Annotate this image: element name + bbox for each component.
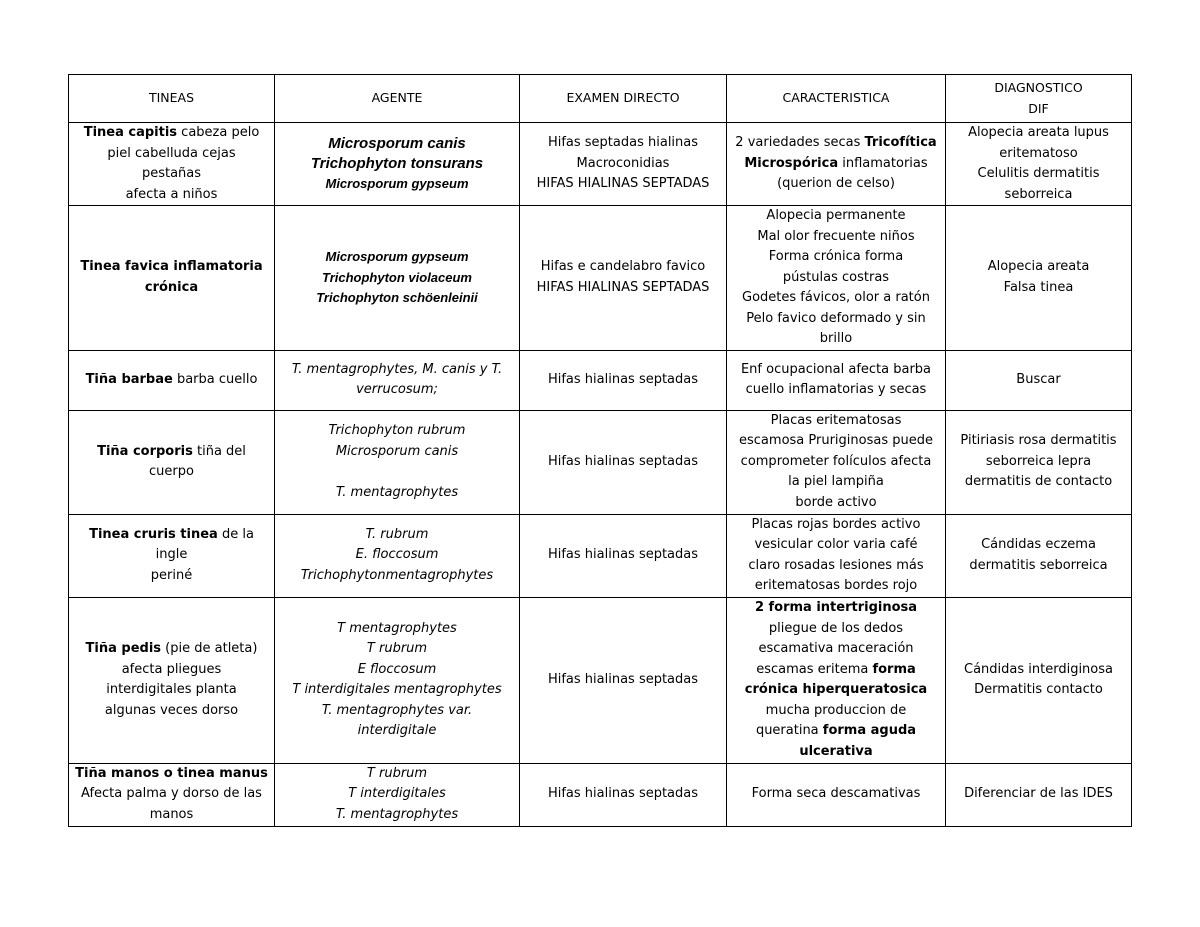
header-diagnostico-line2: DIF <box>1028 100 1049 116</box>
cell-examen: Hifas hialinas septadas <box>520 410 727 514</box>
header-tineas: TINEAS <box>69 75 275 123</box>
cell-caracteristica: Alopecia permanente Mal olor frecuente niños Forma crónica forma pústulas costras Godetes fávicos, olor a ratón Pelo favico deformado y sin brillo <box>727 206 946 351</box>
table-row <box>69 410 1132 514</box>
cell-agente: Trichophyton rubrum Microsporum canis T. mentagrophytes <box>275 410 520 514</box>
cell-diagnostico: Buscar <box>946 350 1132 410</box>
cell-tinea: Tinea favica inflamatoria crónica <box>69 206 275 351</box>
table-row <box>69 123 1132 206</box>
header-diagnostico-dif <box>946 75 1132 123</box>
header-caracteristica: CARACTERISTICA <box>727 75 946 123</box>
cell-caracteristica: Placas rojas bordes activo vesicular color varia café claro rosadas lesiones más eritematosas bordes rojo <box>727 514 946 597</box>
table-row <box>69 350 1132 410</box>
table-row <box>69 597 1132 763</box>
cell-diagnostico: Alopecia areata Falsa tinea <box>946 206 1132 351</box>
header-examen-directo: EXAMEN DIRECTO <box>520 75 727 123</box>
table-row <box>69 763 1132 826</box>
cell-examen: Hifas hialinas septadas <box>520 514 727 597</box>
cell-diagnostico: Cándidas eczema dermatitis seborreica <box>946 514 1132 597</box>
tinea-name: Tinea capitis <box>83 125 178 140</box>
cell-caracteristica: Enf ocupacional afecta barba cuello inflamatorias y secas <box>727 350 946 410</box>
tinea-name: Tiña pedis <box>85 641 162 656</box>
tinea-table <box>68 74 1132 827</box>
cell-diagnostico: Diferenciar de las IDES <box>946 763 1132 826</box>
cell-agente: T mentagrophytes T rubrum E floccosum T interdigitales mentagrophytes T. mentagrophytes var. interdigitale <box>275 597 520 763</box>
cell-agente: T. mentagrophytes, M. canis y T. verrucosum; <box>275 350 520 410</box>
header-row <box>69 75 1132 123</box>
cell-examen: Hifas e candelabro favico HIFAS HIALINAS SEPTADAS <box>520 206 727 351</box>
cell-agente: Microsporum gypseum Trichophyton violaceum Trichophyton schöenleinii <box>275 206 520 351</box>
cell-examen: Hifas septadas hialinas Macroconidias HIFAS HIALINAS SEPTADAS <box>520 123 727 206</box>
cell-tinea: Tiña corporis tiña del cuerpo <box>69 410 275 514</box>
cell-examen: Hifas hialinas septadas <box>520 763 727 826</box>
cell-tinea: Tiña barbae barba cuello <box>69 350 275 410</box>
cell-agente: Microsporum canis Trichophyton tonsurans Microsporum gypseum <box>275 123 520 206</box>
table-row <box>69 514 1132 597</box>
cell-tinea: Tinea capitis cabeza pelo piel cabelluda cejas pestañas afecta a niños <box>69 123 275 206</box>
cell-examen: Hifas hialinas septadas <box>520 597 727 763</box>
tinea-name: Tiña corporis <box>97 443 193 459</box>
cell-examen: Hifas hialinas septadas <box>520 350 727 410</box>
header-diagnostico-line1: DIAGNOSTICO <box>994 80 1083 95</box>
cell-agente: T. rubrum E. floccosum Trichophytonmentagrophytes <box>275 514 520 597</box>
tinea-name: Tiña barbae <box>85 371 173 387</box>
cell-caracteristica: 2 forma intertriginosa pliegue de los dedos escamativa maceración escamas eritema forma crónica hiperqueratosica mucha produccion de queratina forma aguda ulcerativa <box>727 597 946 763</box>
cell-caracteristica: 2 variedades secas Tricofítica Microspórica inflamatorias (querion de celso) <box>727 123 946 206</box>
cell-diagnostico: Pitiriasis rosa dermatitis seborreica lepra dermatitis de contacto <box>946 410 1132 514</box>
cell-caracteristica: Forma seca descamativas <box>727 763 946 826</box>
cell-tinea: Tiña manos o tinea manus Afecta palma y dorso de las manos <box>69 763 275 826</box>
cell-tinea: Tinea cruris tinea de la ingle periné <box>69 514 275 597</box>
cell-agente: T rubrum T interdigitales T. mentagrophytes <box>275 763 520 826</box>
cell-diagnostico: Alopecia areata lupus eritematoso Celulitis dermatitis seborreica <box>946 123 1132 206</box>
header-agente: AGENTE <box>275 75 520 123</box>
cell-diagnostico: Cándidas interdiginosa Dermatitis contacto <box>946 597 1132 763</box>
tinea-name: Tinea cruris tinea <box>89 526 218 542</box>
cell-caracteristica: Placas eritematosas escamosa Pruriginosas puede comprometer folículos afecta la piel lampiña borde activo <box>727 410 946 514</box>
table-row <box>69 206 1132 351</box>
tinea-name: Tiña manos o tinea manus <box>75 765 268 781</box>
cell-tinea: Tiña pedis (pie de atleta) afecta pliegues interdigitales planta algunas veces dorso <box>69 597 275 763</box>
